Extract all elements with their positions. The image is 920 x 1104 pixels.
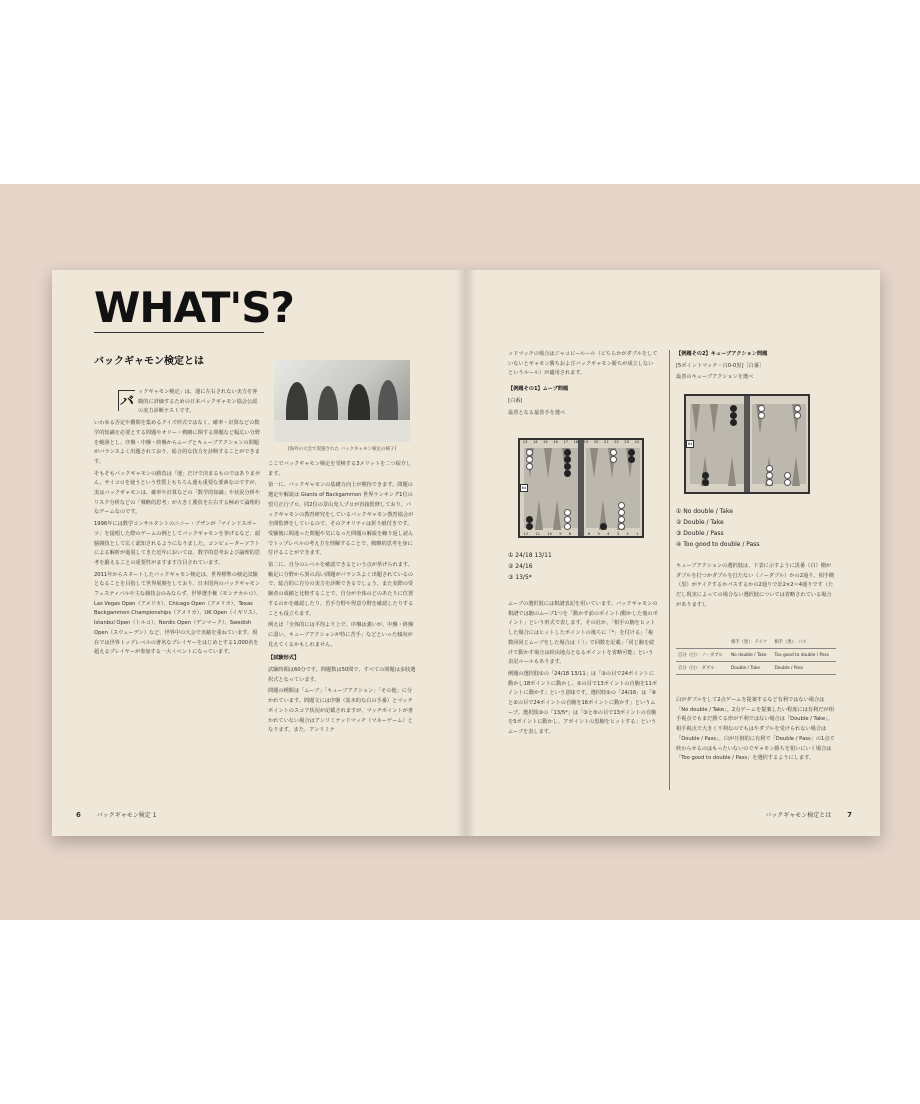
black-checker: [564, 463, 571, 470]
paragraph: 白がダブルをして2点ゲームを提案するなど有利ではない場合は「No double / Take」。2点ゲームを提案したい程度には有利だが相手視点でもまだ勝てる形が不利ではない場合は「Double / Take」。相手視点で大きく不利なのでもはやダブルを受けられない場合は「Double / Pass」。白が圧倒的に有利で「Double / Pass」の1点で終わらせるのはもったいないのでギャモン勝ちを狙いにいく場合は「Too good to double / Pass」を選択するようにします。: [676, 697, 835, 762]
table-row: [676, 649, 836, 662]
point-label: 14: [532, 440, 538, 444]
page-footer: [76, 810, 157, 819]
section-subheading: 【試験形式】: [268, 655, 300, 662]
white-checker: [618, 509, 625, 516]
white-checker: [526, 463, 533, 470]
white-checker: [758, 405, 765, 412]
white-checker: [794, 405, 801, 412]
white-checker: [526, 449, 533, 456]
black-checker: [730, 412, 737, 419]
paragraph: 問題の種類は「ムーブ」「キューブアクション」「その他」に分かれています。問題文には序盤（基本的な白の手番）とマッチポイントのスコア状況が記載されますが、マッチポイントが書かれていない場合はアンリミテッドマッチ（マネーゲーム）となります。また、アンリミテ: [268, 688, 414, 734]
white-checker: [618, 516, 625, 523]
point: [728, 456, 736, 486]
point: [792, 456, 800, 486]
table-header: 相手（黒）：テイク: [729, 636, 773, 649]
option: ④ Too good to double / Pass: [676, 541, 760, 548]
page-number: 6: [76, 811, 81, 819]
option: ② Double / Take: [676, 519, 724, 526]
backgammon-board: [684, 394, 810, 494]
example-subtitle: [5ポイントマッチ・白0-0黒]［白番］: [676, 362, 765, 369]
tournament-photo: [274, 360, 410, 442]
section-heading: バックギャモン検定とは: [94, 356, 204, 367]
example-question: 最善となる最善手を選べ: [508, 409, 566, 416]
cube-action-options: [676, 506, 760, 550]
black-checker: [628, 456, 635, 463]
column-divider: [669, 350, 670, 790]
white-checker: [610, 456, 617, 463]
black-checker: [600, 523, 607, 530]
doubling-cube: 64: [687, 442, 693, 446]
paragraph: 例えば「全体的には平均より上で、序盤は強いが、中盤・終盤に弱い。キューブアクションが特に苦手」などといった傾向が見えてくるかもしれません。: [268, 622, 414, 648]
paragraph: 第一に、バックギャモンの基礎力向上が期待できます。問題の選定や解説は Giants of Backgammon 世界ランキング1位の望月正行プロ、同2位の景山充人プロが直接監修しており、バックギャモンの教育研究をしているバックギャモン教育協会が全問監修をしているので、そのクオリティは折り紙付きです。受験後に間違った問題や気になった問題の解説を繰り返し読んでトップレベルの考え方を理解することで、戦略的思考を身に付けることができます。: [268, 482, 414, 557]
cube-action-table: [676, 636, 836, 675]
right-column-1: [508, 350, 658, 420]
right-column-1-bottom: [508, 600, 658, 740]
black-checker: [730, 405, 737, 412]
right-column-2-mid: [676, 562, 836, 613]
black-checker: [526, 516, 533, 523]
paragraph: ッドマッチの場合はジャコビールール（ビちらかがダブルをしていないとギャモン勝ちおよびバックギャモン勝ちが成立しないというルール）が適用されます。: [508, 351, 658, 377]
black-checker: [702, 479, 709, 486]
book-spread: [52, 270, 880, 836]
table-row: [676, 662, 836, 675]
option: ③ Double / Pass: [676, 530, 724, 537]
table-row: [676, 636, 836, 649]
page-title: WHAT'S?: [94, 283, 294, 332]
table-row-header: 自分（白）：ダブル: [676, 662, 729, 675]
table-cell: No double / Take: [729, 649, 773, 662]
photo-table: [274, 420, 410, 442]
white-checker: [564, 509, 571, 516]
point: [590, 448, 598, 478]
white-checker: [618, 523, 625, 530]
paragraph: ムーブの選択肢には棋譜表記を用いています。バックギャモンの棋譜では駒のムーブ1つを「動かす前のポイント/動かした後のポイント」という形式で表します。その社か、「相手の駒をヒットした場合にはヒットしたポイントの後ろに「*」を付ける」「複数回同じムーブをした場合は（ ）」で回数を記載」「同じ駒を続けて動かす場合は経由地点となるポイントを省略可能」という表記ルールもあります。: [508, 601, 658, 666]
white-checker: [564, 516, 571, 523]
point-label: 15: [543, 440, 548, 444]
example-heading: 【例題その1】ムーブ問題: [508, 386, 569, 393]
table-row-header: 自分（白）：ノーダブル: [676, 649, 729, 662]
example-subtitle: [白番]: [508, 397, 523, 404]
white-checker: [610, 449, 617, 456]
example-heading: 【例題その2】キューブアクション問題: [676, 351, 768, 357]
board-bar: [578, 440, 584, 536]
book-gutter: [456, 270, 476, 836]
board-bottom-labels: [520, 532, 642, 536]
point-label: 22: [614, 440, 619, 444]
page-number: 7: [847, 811, 852, 819]
paragraph: いわゆる否定や難問を集めるクイズ形式ではなく、確率・計算などの数学的知識を必要とする問題やオリー・戦略に関する問題など幅広い分野を範囲とし、序盤・中盤・終盤からムーブとキューブアクションの問題がバランスよく出題されており、総合的な技力を診断することができます。: [94, 420, 261, 465]
black-checker: [564, 449, 571, 456]
white-checker: [766, 472, 773, 479]
point-label: 21: [604, 440, 609, 444]
point-label: 11: [535, 532, 541, 536]
left-column-1: [94, 388, 262, 660]
option: ① No double / Take: [676, 508, 733, 515]
black-checker: [730, 419, 737, 426]
table-cell: [676, 636, 729, 649]
option: ② 24/16: [508, 563, 533, 570]
black-checker: [628, 449, 635, 456]
point-label: 19: [583, 440, 589, 444]
table-cell: Too good to double / Pass: [772, 649, 836, 662]
paragraph: 試験時間は60分です。問題数は50問で、すべての問題は多肢選択式となっています。: [268, 667, 416, 683]
right-page: [466, 270, 880, 836]
white-checker: [766, 465, 773, 472]
running-footer: バックギャモン検定とは: [765, 812, 832, 819]
paragraph: そもそもバックギャモンの勝負は「運」だけで決まるものではありません。サイコロを使うという性質上もちろん運も重要な要素なのですが、実はバックギャモンは、確率や計算などの「数学的知識」や状況分析やリスク分析などの「戦略的思考」が大きく勝負を左右する極めて論理的なゲームなのです。: [94, 470, 261, 516]
point-label: 13: [522, 440, 528, 444]
point: [710, 404, 718, 434]
photo-caption: [海外の大会で実施された バックギャモン検定の様子]: [287, 447, 397, 452]
right-column-2-head: [676, 350, 836, 385]
white-checker: [758, 412, 765, 419]
point-label: 3: [616, 532, 620, 536]
backgammon-board: [518, 438, 644, 538]
black-checker: [702, 472, 709, 479]
paragraph: 第二に、自分のレベルを確認できるという点が挙げられます。軸足に分野から異の高い問題がバランスよく出題されているので、総合的に自分の実力を診断できるでしょう。また実際の受験者の成績と比較することで、自分が全体のどのあたりに位置するのかを確認したり、苦手分野や得意分野を確認したりすることも役立ちます。: [268, 562, 414, 617]
point-label: 8: [568, 532, 572, 536]
title-rule: [94, 332, 264, 333]
paragraph: ックギャモン検定」は、運に左右されない実力を客観的に評価するための日本バックギャモン協会公認の実力診断テストです。: [138, 389, 258, 415]
point-label: 12: [523, 532, 529, 536]
drop-cap: バ: [118, 390, 135, 411]
paragraph: キューブアクションの選択肢は、下表に示すように黒番（白）側がダブルを打つかダブルを打たない（ノーダブル）かの2通り、相手側（黒）がテイクするかパスするかの2通りで計2×2＝4通りです（ただし現実によっての場合ない選択肢については省略されている場合があります）。: [676, 563, 835, 608]
point: [535, 500, 543, 530]
running-footer: バックギャモン検定 1: [96, 812, 157, 819]
board-bar: [744, 396, 750, 492]
point-label: 6: [588, 532, 591, 536]
point-label: 9: [559, 532, 562, 536]
paragraph: ここでバックギャモン検定を受検する3メリットを二つ紹介します。: [268, 461, 412, 477]
table-header: 相手（黒）：パス: [772, 636, 836, 649]
point: [553, 500, 561, 530]
point-label: 2: [626, 532, 629, 536]
table-cell: Double / Pass: [772, 662, 836, 675]
paragraph: 2011年からスタートしたバックギャモン検定は、世界標準の検定試験となることを目指して世界展開をしており、日本国内のバックギャモンフェスティバルや主な競技会のみならず、世界選手権（モンテカルロ）、Las Vegas Open（アメリカ）、Chicago Open（アメリカ）、Texas Backgammon Championships（アメリカ）、UK Open（イギリス）、Istanbul Open（トルコ）、Nordic Open（デンマーク）、Swedish Open（スウェーデン）など、世界中の大会で実績を重ねています。現在では世界トップレベルの著名なプレイヤーをはじめとする1,000名を超えるプレイヤーが参加する一大イベントになっています。: [94, 571, 262, 656]
point-label: 17: [563, 440, 568, 444]
white-checker: [794, 412, 801, 419]
option: ③ 13/5*: [508, 574, 532, 581]
black-checker: [564, 456, 571, 463]
point-label: 18: [573, 440, 579, 444]
point-label: 1: [636, 532, 639, 536]
white-checker: [564, 523, 571, 530]
table-cell: Double / Take: [729, 662, 773, 675]
move-options: [508, 550, 552, 583]
point-label: 5: [597, 532, 600, 536]
paragraph: 例題の選択肢①の「24/18 13/11」は「③の目で24ポイントに動かし18ポイントに動かし、②の目で13ポイントの自駒を11ポイントに動かす」という意味です。選択肢②の「24/16」は「⑥と②の目で24ポイントの自駒を16ポイントに動かす」というムーブ。選択肢③の「13/5*」は「③と⑤の目で13ポイントの自駒を5ポイントに動かし、アポイントの黒駒をヒットする」というムーブを表します。: [508, 670, 657, 736]
right-column-2-bottom: [676, 696, 836, 766]
black-checker: [564, 470, 571, 477]
paragraph: 1996年には数学コンサルタントのニニー・ブザンが「マインドスポーツ」を提唱した際のゲームの例としてバックギャモンを挙げるなど、頭脳競技として広く認知されるようになりました。コンピューターソフトによる解析が進展してきた近年においては、数学的思考および論理的思考を鍛えることの重要性がますます注目されています。: [94, 521, 261, 566]
page-footer: [765, 810, 852, 819]
point: [544, 448, 552, 478]
white-checker: [618, 502, 625, 509]
point: [692, 404, 700, 434]
point-label: 24: [634, 440, 640, 444]
white-checker: [784, 472, 791, 479]
point-label: 23: [624, 440, 629, 444]
black-checker: [526, 523, 533, 530]
point-label: 4: [607, 532, 610, 536]
example-question: 最善のキューブアクションを選べ: [676, 374, 754, 381]
option: ① 24/18 13/11: [508, 552, 552, 559]
point-label: 20: [593, 440, 599, 444]
point-label: 7: [578, 532, 581, 536]
doubling-cube: 64: [521, 486, 527, 490]
point-label: 10: [547, 532, 552, 536]
white-checker: [766, 479, 773, 486]
left-page: [52, 270, 466, 836]
left-column-2: [268, 460, 416, 738]
white-checker: [526, 456, 533, 463]
white-checker: [784, 479, 791, 486]
point-label: 16: [553, 440, 558, 444]
